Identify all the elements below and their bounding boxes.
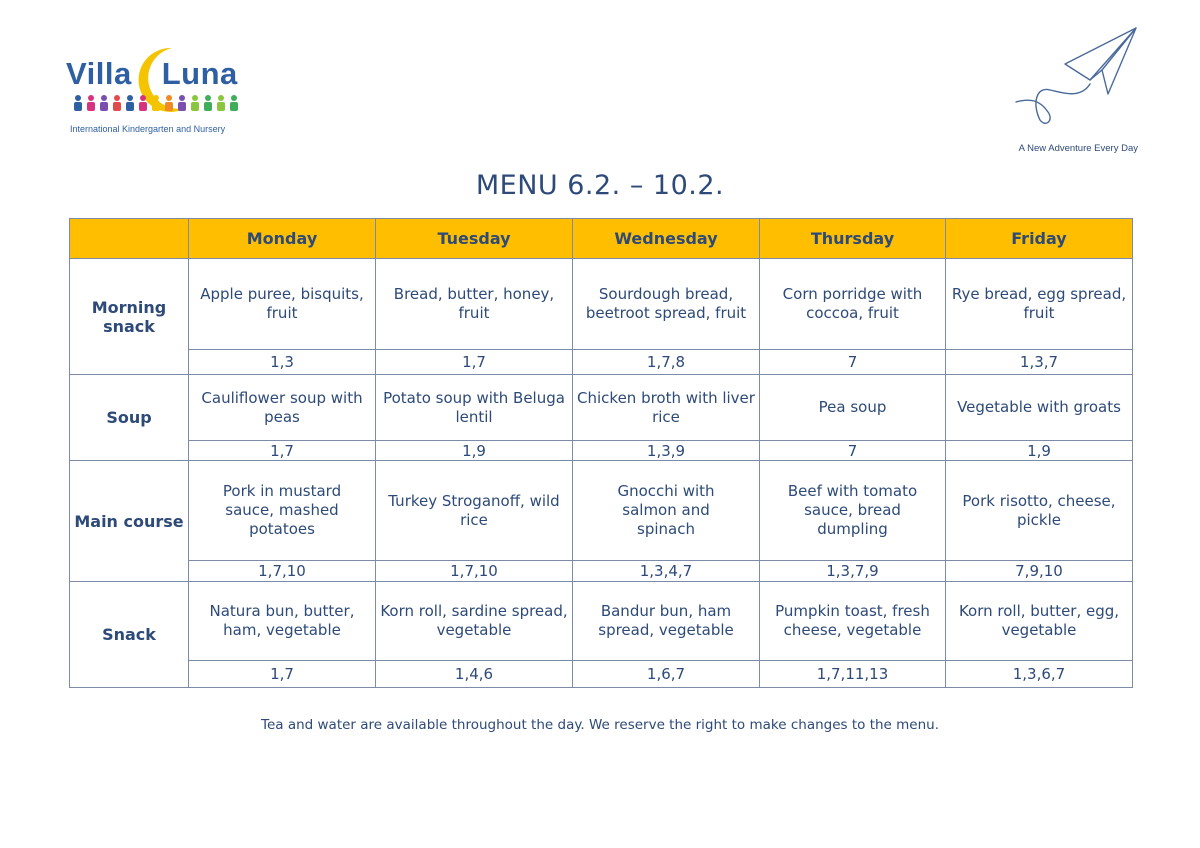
dish-cell: Natura bun, butter, ham, vegetable (189, 582, 376, 661)
dish-cell: Beef with tomato sauce, bread dumpling (760, 461, 946, 561)
allergen-cell: 1,3,7,9 (760, 561, 946, 582)
footer-note: Tea and water are available throughout the day. We reserve the right to make changes to the menu. (261, 717, 939, 733)
dish-cell: Turkey Stroganoff, wild rice (376, 461, 573, 561)
allergen-cell: 1,3,6,7 (946, 661, 1133, 688)
day-header: Friday (946, 219, 1133, 259)
dish-cell: Apple puree, bisquits, fruit (189, 259, 376, 350)
header-corner (70, 219, 189, 259)
allergen-row (70, 350, 1133, 375)
dish-cell: Vegetable with groats (946, 375, 1133, 441)
allergen-cell: 1,7 (376, 350, 573, 375)
allergen-cell: 7 (760, 441, 946, 461)
logo-wordmark (66, 56, 238, 92)
dish-cell: Bread, butter, honey, fruit (376, 259, 573, 350)
table-header-row (70, 219, 1133, 259)
row-label: Snack (70, 582, 189, 688)
allergen-cell: 1,7,8 (573, 350, 760, 375)
allergen-cell: 1,4,6 (376, 661, 573, 688)
row-label: Soup (70, 375, 189, 461)
table-row (70, 259, 1133, 350)
day-header: Thursday (760, 219, 946, 259)
allergen-row (70, 661, 1133, 688)
dish-cell: Potato soup with Beluga lentil (376, 375, 573, 441)
logo-subtitle: International Kindergarten and Nursery (70, 124, 226, 134)
allergen-cell: 7 (760, 350, 946, 375)
table-row (70, 461, 1133, 561)
allergen-row (70, 561, 1133, 582)
dish-cell: Sourdough bread, beetroot spread, fruit (573, 259, 760, 350)
allergen-cell: 1,3,4,7 (573, 561, 760, 582)
allergen-cell: 1,3,9 (573, 441, 760, 461)
allergen-cell: 1,7 (189, 441, 376, 461)
allergen-cell: 1,9 (376, 441, 573, 461)
allergen-cell: 1,7,10 (189, 561, 376, 582)
villa-luna-logo (66, 46, 246, 138)
dish-cell: Rye bread, egg spread, fruit (946, 259, 1133, 350)
logo-name-left: Villa (66, 56, 132, 91)
dish-cell: Pork in mustard sauce, mashed potatoes (189, 461, 376, 561)
tagline: A New Adventure Every Day (1018, 143, 1138, 154)
allergen-cell: 1,7,10 (376, 561, 573, 582)
day-header: Tuesday (376, 219, 573, 259)
menu-table (69, 218, 1133, 688)
allergen-cell: 1,9 (946, 441, 1133, 461)
dish-cell: Pumpkin toast, fresh cheese, vegetable (760, 582, 946, 661)
allergen-row (70, 441, 1133, 461)
dish-cell: Gnocchi with salmon and spinach (573, 461, 760, 561)
allergen-cell: 1,3,7 (946, 350, 1133, 375)
allergen-cell: 1,7 (189, 661, 376, 688)
day-header: Wednesday (573, 219, 760, 259)
dish-cell: Pea soup (760, 375, 946, 441)
table-row (70, 375, 1133, 441)
dish-cell: Korn roll, sardine spread, vegetable (376, 582, 573, 661)
dish-cell: Pork risotto, cheese, pickle (946, 461, 1133, 561)
logo-name-right: Luna (161, 56, 238, 91)
dish-cell: Corn porridge with coccoa, fruit (760, 259, 946, 350)
allergen-cell: 1,7,11,13 (760, 661, 946, 688)
allergen-cell: 7,9,10 (946, 561, 1133, 582)
allergen-cell: 1,3 (189, 350, 376, 375)
paper-plane-icon (1010, 24, 1150, 134)
row-label: Morning snack (70, 259, 189, 375)
allergen-cell: 1,6,7 (573, 661, 760, 688)
menu-title: MENU 6.2. – 10.2. (475, 170, 725, 201)
dish-cell: Bandur bun, ham spread, vegetable (573, 582, 760, 661)
dish-cell: Cauliflower soup with peas (189, 375, 376, 441)
row-label: Main course (70, 461, 189, 582)
dish-cell: Korn roll, butter, egg, vegetable (946, 582, 1133, 661)
dish-cell: Chicken broth with liver rice (573, 375, 760, 441)
day-header: Monday (189, 219, 376, 259)
children-row-icon (72, 94, 242, 116)
table-row (70, 582, 1133, 661)
